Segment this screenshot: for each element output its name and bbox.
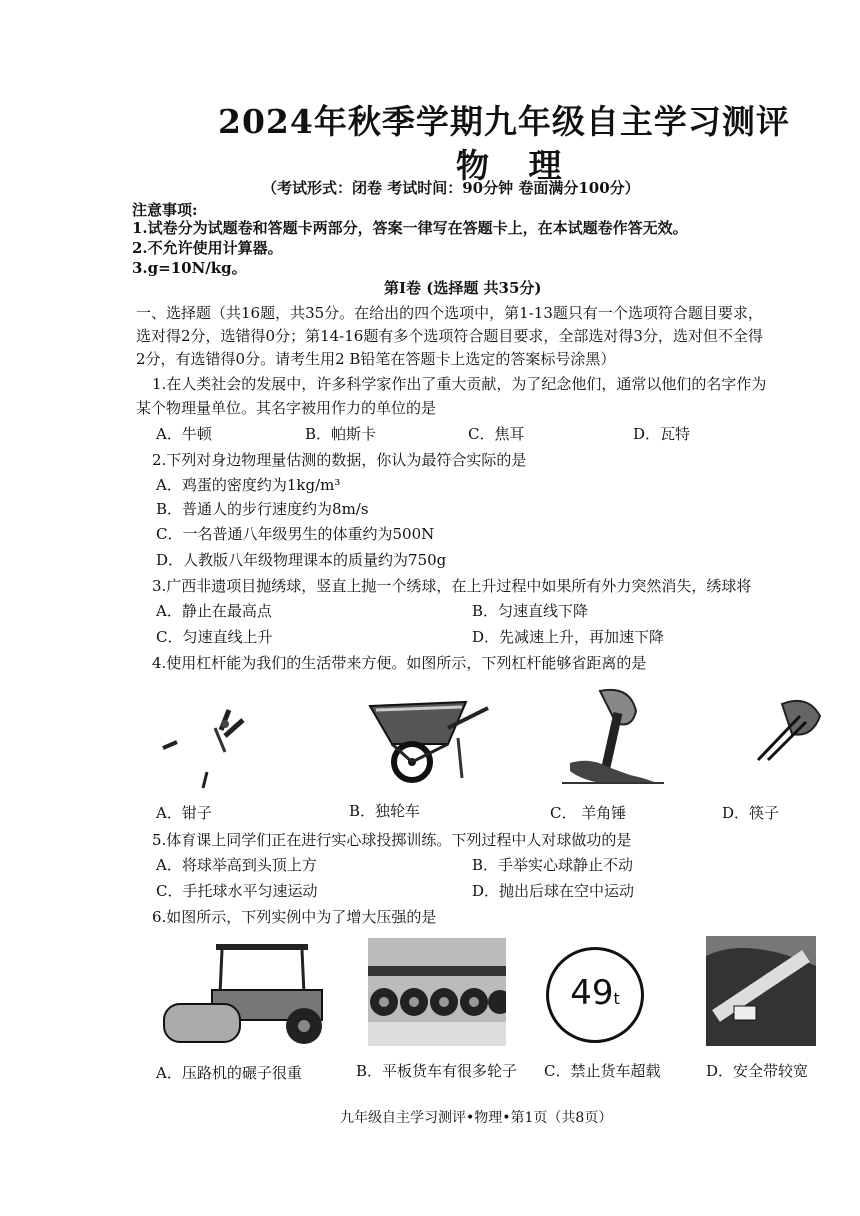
- section-intro: 选对得2分，选错得0分；第14-16题有多个选项符合题目要求，全部选对得3分，选对但不全得: [136, 327, 763, 345]
- question-3-option-b: B．匀速直线下降: [472, 602, 589, 620]
- question-6-option-c: C．禁止货车超载: [544, 1062, 661, 1080]
- claw-hammer-image: [560, 683, 670, 791]
- question-4-option-a: A．钳子: [156, 804, 212, 822]
- flatbed-truck-wheels-image: [368, 938, 506, 1046]
- exam-title: 2024年秋季学期九年级自主学习测评: [218, 102, 790, 141]
- subject-title: 物 理: [456, 146, 576, 185]
- road-roller-image: [156, 938, 336, 1050]
- pliers-image: [155, 690, 275, 795]
- section-intro: 2分，有选错得0分。请考生用2 B铅笔在答题卡上选定的答案标号涂黑）: [136, 350, 616, 368]
- sign-unit: t: [613, 989, 620, 1008]
- question-3-option-a: A．静止在最高点: [156, 602, 272, 620]
- question-5-option-d: D．抛出后球在空中运动: [472, 882, 635, 900]
- chopsticks-image: [752, 694, 824, 764]
- notice-heading: 注意事项:: [132, 201, 198, 219]
- question-1-text: 某个物理量单位。其名字被用作力的单位的是: [136, 399, 437, 417]
- section-title: 第Ⅰ卷 (选择题 共35分): [384, 279, 542, 297]
- question-3-option-d: D．先减速上升，再加速下降: [472, 628, 665, 646]
- question-5-option-a: A．将球举高到头顶上方: [156, 856, 317, 874]
- question-5-option-c: C．手托球水平匀速运动: [156, 882, 318, 900]
- question-1-option-b: B．帕斯卡: [305, 425, 377, 443]
- question-5-text: 5.体育课上同学们正在进行实心球投掷训练。下列过程中人对球做功的是: [152, 831, 632, 849]
- question-6-option-d: D．安全带较宽: [706, 1062, 809, 1080]
- question-2-option-a: A．鸡蛋的密度约为1kg/m³: [156, 476, 341, 494]
- question-4-option-b: B．独轮车: [349, 802, 421, 820]
- question-6-option-a: A．压路机的碾子很重: [156, 1064, 302, 1082]
- question-1-text: 1.在人类社会的发展中，许多科学家作出了重大贡献，为了纪念他们，通常以他们的名字作为: [152, 375, 767, 393]
- question-3-option-c: C．匀速直线上升: [156, 628, 273, 646]
- page-footer: 九年级自主学习测评•物理•第1页（共8页）: [340, 1110, 613, 1126]
- question-5-option-b: B．手举实心球静止不动: [472, 856, 634, 874]
- section-intro: 一、选择题（共16题，共35分。在给出的四个选项中，第1-13题只有一个选项符合题目要求，: [136, 304, 763, 322]
- question-2-option-b: B．普通人的步行速度约为8m/s: [156, 500, 369, 518]
- notice-item: 3.g=10N/kg。: [132, 259, 247, 277]
- weight-limit-sign: [546, 947, 644, 1043]
- question-2-text: 2.下列对身边物理量估测的数据，你认为最符合实际的是: [152, 451, 527, 469]
- question-1-option-c: C．焦耳: [468, 425, 525, 443]
- question-1-option-a: A．牛顿: [156, 425, 212, 443]
- exam-info: （考试形式：闭卷 考试时间：90分钟 卷面满分100分）: [262, 179, 640, 197]
- wheelbarrow-image: [362, 688, 494, 788]
- seatbelt-image: [706, 936, 816, 1046]
- sign-number: 49: [570, 973, 614, 1013]
- question-1-option-d: D．瓦特: [633, 425, 691, 443]
- question-6-text: 6.如图所示，下列实例中为了增大压强的是: [152, 908, 437, 926]
- question-6-option-b: B．平板货车有很多轮子: [356, 1062, 518, 1080]
- question-4-option-d: D．筷子: [722, 804, 780, 822]
- question-4-text: 4.使用杠杆能为我们的生活带来方便。如图所示，下列杠杆能够省距离的是: [152, 654, 647, 672]
- notice-item: 2.不允许使用计算器。: [132, 239, 283, 257]
- question-3-text: 3.广西非遗项目抛绣球，竖直上抛一个绣球，在上升过程中如果所有外力突然消失，绣球将: [152, 577, 752, 595]
- question-2-option-c: C．一名普通八年级男生的体重约为500N: [156, 525, 435, 543]
- question-2-option-d: D．人教版八年级物理课本的质量约为750g: [156, 551, 447, 569]
- notice-item: 1.试卷分为试题卷和答题卡两部分，答案一律写在答题卡上，在本试题卷作答无效。: [132, 219, 688, 237]
- question-4-option-c: C． 羊角锤: [550, 804, 627, 822]
